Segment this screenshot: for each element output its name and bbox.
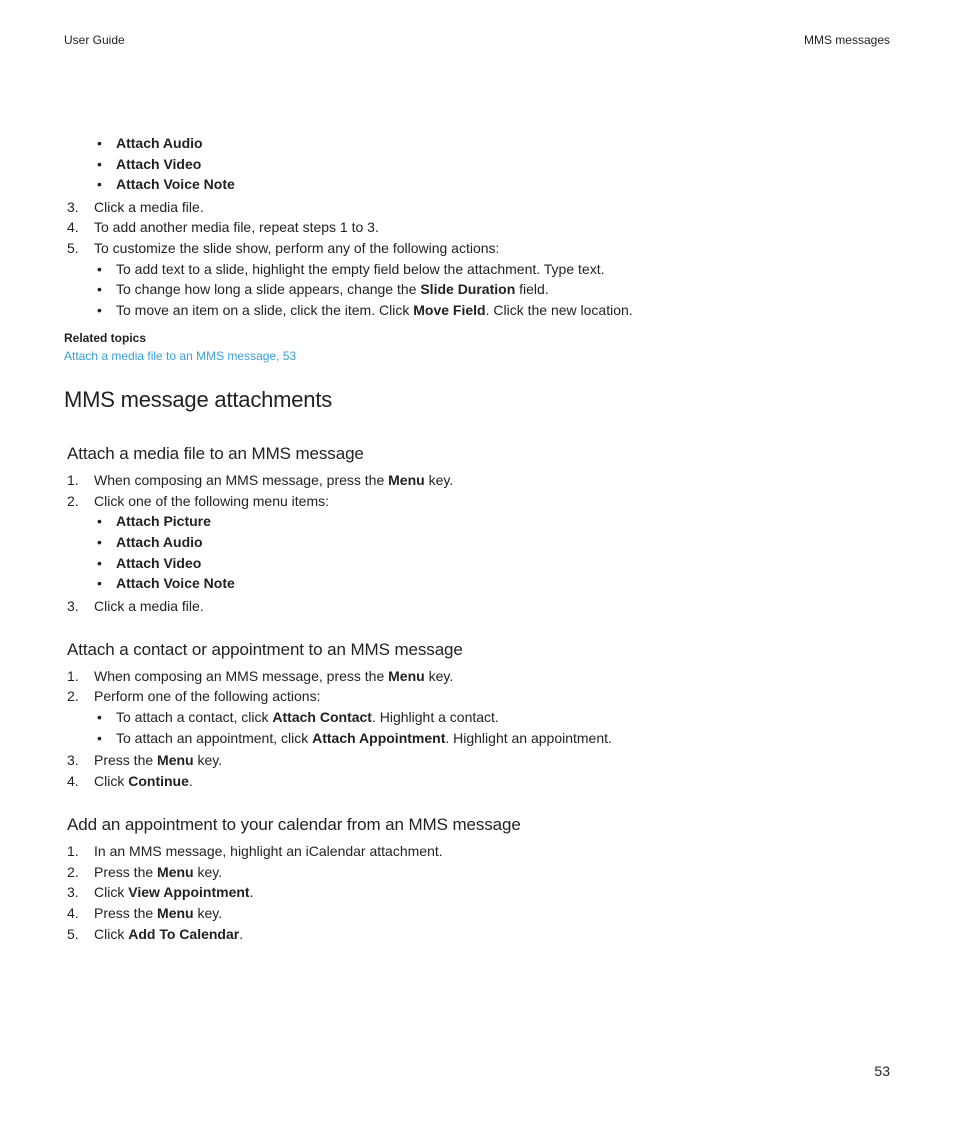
section-title: MMS message attachments bbox=[64, 387, 333, 412]
running-header-left: User Guide bbox=[64, 33, 125, 47]
subsection-title-contact: Attach a contact or appointment to an MMS message bbox=[67, 640, 463, 659]
page-number: 53 bbox=[874, 1063, 890, 1079]
related-topics-heading: Related topics bbox=[64, 331, 147, 345]
related-topic-link[interactable]: Attach a media file to an MMS message, 53 bbox=[64, 349, 297, 363]
subsection-title-calendar: Add an appointment to your calendar from an MMS message bbox=[67, 815, 521, 834]
subsection-title-media: Attach a media file to an MMS message bbox=[67, 444, 364, 463]
running-header-right: MMS messages bbox=[803, 33, 890, 47]
